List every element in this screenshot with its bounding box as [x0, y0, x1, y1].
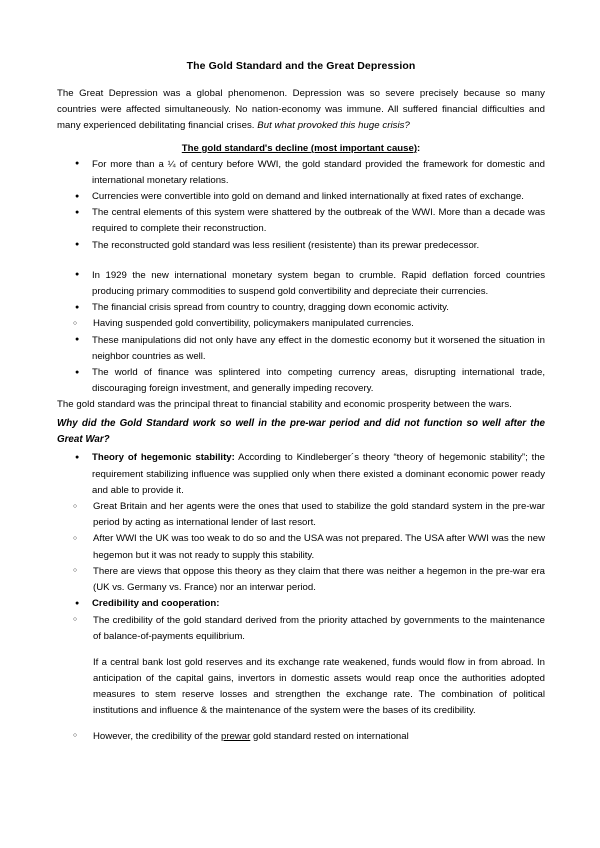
bullet-list-group-1 — [57, 157, 545, 254]
credibility-continuation-paragraph: If a central bank lost gold reserves and its exchange rate weakened, funds would flow in from abroad. In anticipation of the capital gains, invertors in domestic assets would reap once the authorities adopted measures to stem reserve losses and strengthen the exchange rate. The combination of political institutions and influence & the maintenance of the system were the bases of its credibility. — [93, 656, 545, 717]
sub-bullet-list-hegemonic — [57, 499, 545, 596]
section1-closing-paragraph: The gold standard was the principal threat to financial stability and economic prosperity between the wars. — [57, 399, 512, 411]
list-item: ● The central elements of this system were shattered by the outbreak of the WWI. More than a decade was required to complete their reconstruction. — [57, 205, 545, 237]
bullet-list-hegemonic-stability — [57, 450, 545, 499]
intro-text-italic: But what provoked this huge crisis? — [257, 120, 410, 132]
section-heading-colon: : — [417, 142, 421, 154]
list-item: ● The financial crisis spread from country to country, dragging down economic activity. — [57, 300, 545, 316]
credibility-lead-label: Credibility and cooperation: — [92, 598, 220, 610]
list-item: ○ After WWI the UK was too weak to do so and the USA was not prepared. The USA after WWI was the new hegemon but it was not ready to supply this stability. — [57, 531, 545, 563]
list-item: ○ The credibility of the gold standard derived from the priority attached by governments to the maintenance of balance-of-payments equilibrium. — [57, 613, 545, 645]
sub-bullet-list-crisis — [57, 316, 545, 332]
prewar-sentence-prefix: However, the credibility of the — [93, 730, 221, 742]
prewar-sentence-suffix: gold standard rested on international — [250, 730, 409, 742]
bullet-list-group-3 — [57, 333, 545, 398]
bullet-list-credibility — [57, 596, 545, 612]
intro-paragraph — [57, 86, 545, 135]
list-item — [57, 596, 545, 612]
list-item: ● In 1929 the new international monetary system began to crumble. Rapid deflation forced countries producing primary commodities to suspend gold convertibility and depreciate their currencies. — [57, 268, 545, 300]
section-heading-gold-standard-decline — [57, 143, 545, 154]
hegemonic-lead-label: Theory of hegemonic stability: — [92, 452, 235, 464]
list-item: ● These manipulations did not only have any effect in the domestic economy but it worsened the situation in neighbor countries as well. — [57, 333, 545, 365]
list-item: ● Currencies were convertible into gold on demand and linked internationally at fixed rates of exchange. — [57, 189, 545, 205]
list-item — [57, 729, 545, 745]
list-item: ○ Great Britain and her agents were the ones that used to stabilize the gold standard system in the pre-war period by acting as international lender of last resort. — [57, 499, 545, 531]
prewar-underlined-term: prewar — [220, 730, 251, 742]
list-item: ○ Having suspended gold convertibility, policymakers manipulated currencies. — [57, 316, 545, 332]
list-item: ○ There are views that oppose this theory as they claim that there was neither a hegemon in the pre-war era (UK vs. Germany vs. France) nor an interwar period. — [57, 564, 545, 596]
section-heading-underlined-text: The gold standard's decline (most important cause) — [181, 142, 418, 154]
sub-bullet-list-credibility-continued — [57, 729, 545, 745]
list-item: ● For more than a ¼ of century before WWI, the gold standard provided the framework for domestic and international monetary relations. — [57, 157, 545, 189]
page-title: The Gold Standard and the Great Depression — [186, 60, 416, 72]
question-heading: Why did the Gold Standard work so well in the pre-war period and did not function so well after the Great War? — [57, 417, 545, 446]
intro-text-plain: The Great Depression was a global phenomenon. Depression was so severe precisely because so many countries were affected simultaneously. No nation-economy was immune. All suffered financial difficulties and many experienced debilitating financial crises. — [57, 88, 545, 132]
bullet-list-group-2 — [57, 268, 545, 317]
sub-bullet-list-credibility — [57, 613, 545, 645]
list-item: ● The reconstructed gold standard was less resilient (resistente) than its prewar predecessor. — [57, 238, 545, 254]
list-item: ● The world of finance was splintered into competing currency areas, disrupting international trade, discouraging foreign investment, and generally impeding recovery. — [57, 365, 545, 397]
list-item — [57, 450, 545, 499]
hegemonic-lead-body: According to Kindleberger´s theory “theory of hegemonic stability”; the requirement stabilizing influence was supplied only when there existed a dominant economic power ready and able to provide it. — [92, 452, 545, 496]
